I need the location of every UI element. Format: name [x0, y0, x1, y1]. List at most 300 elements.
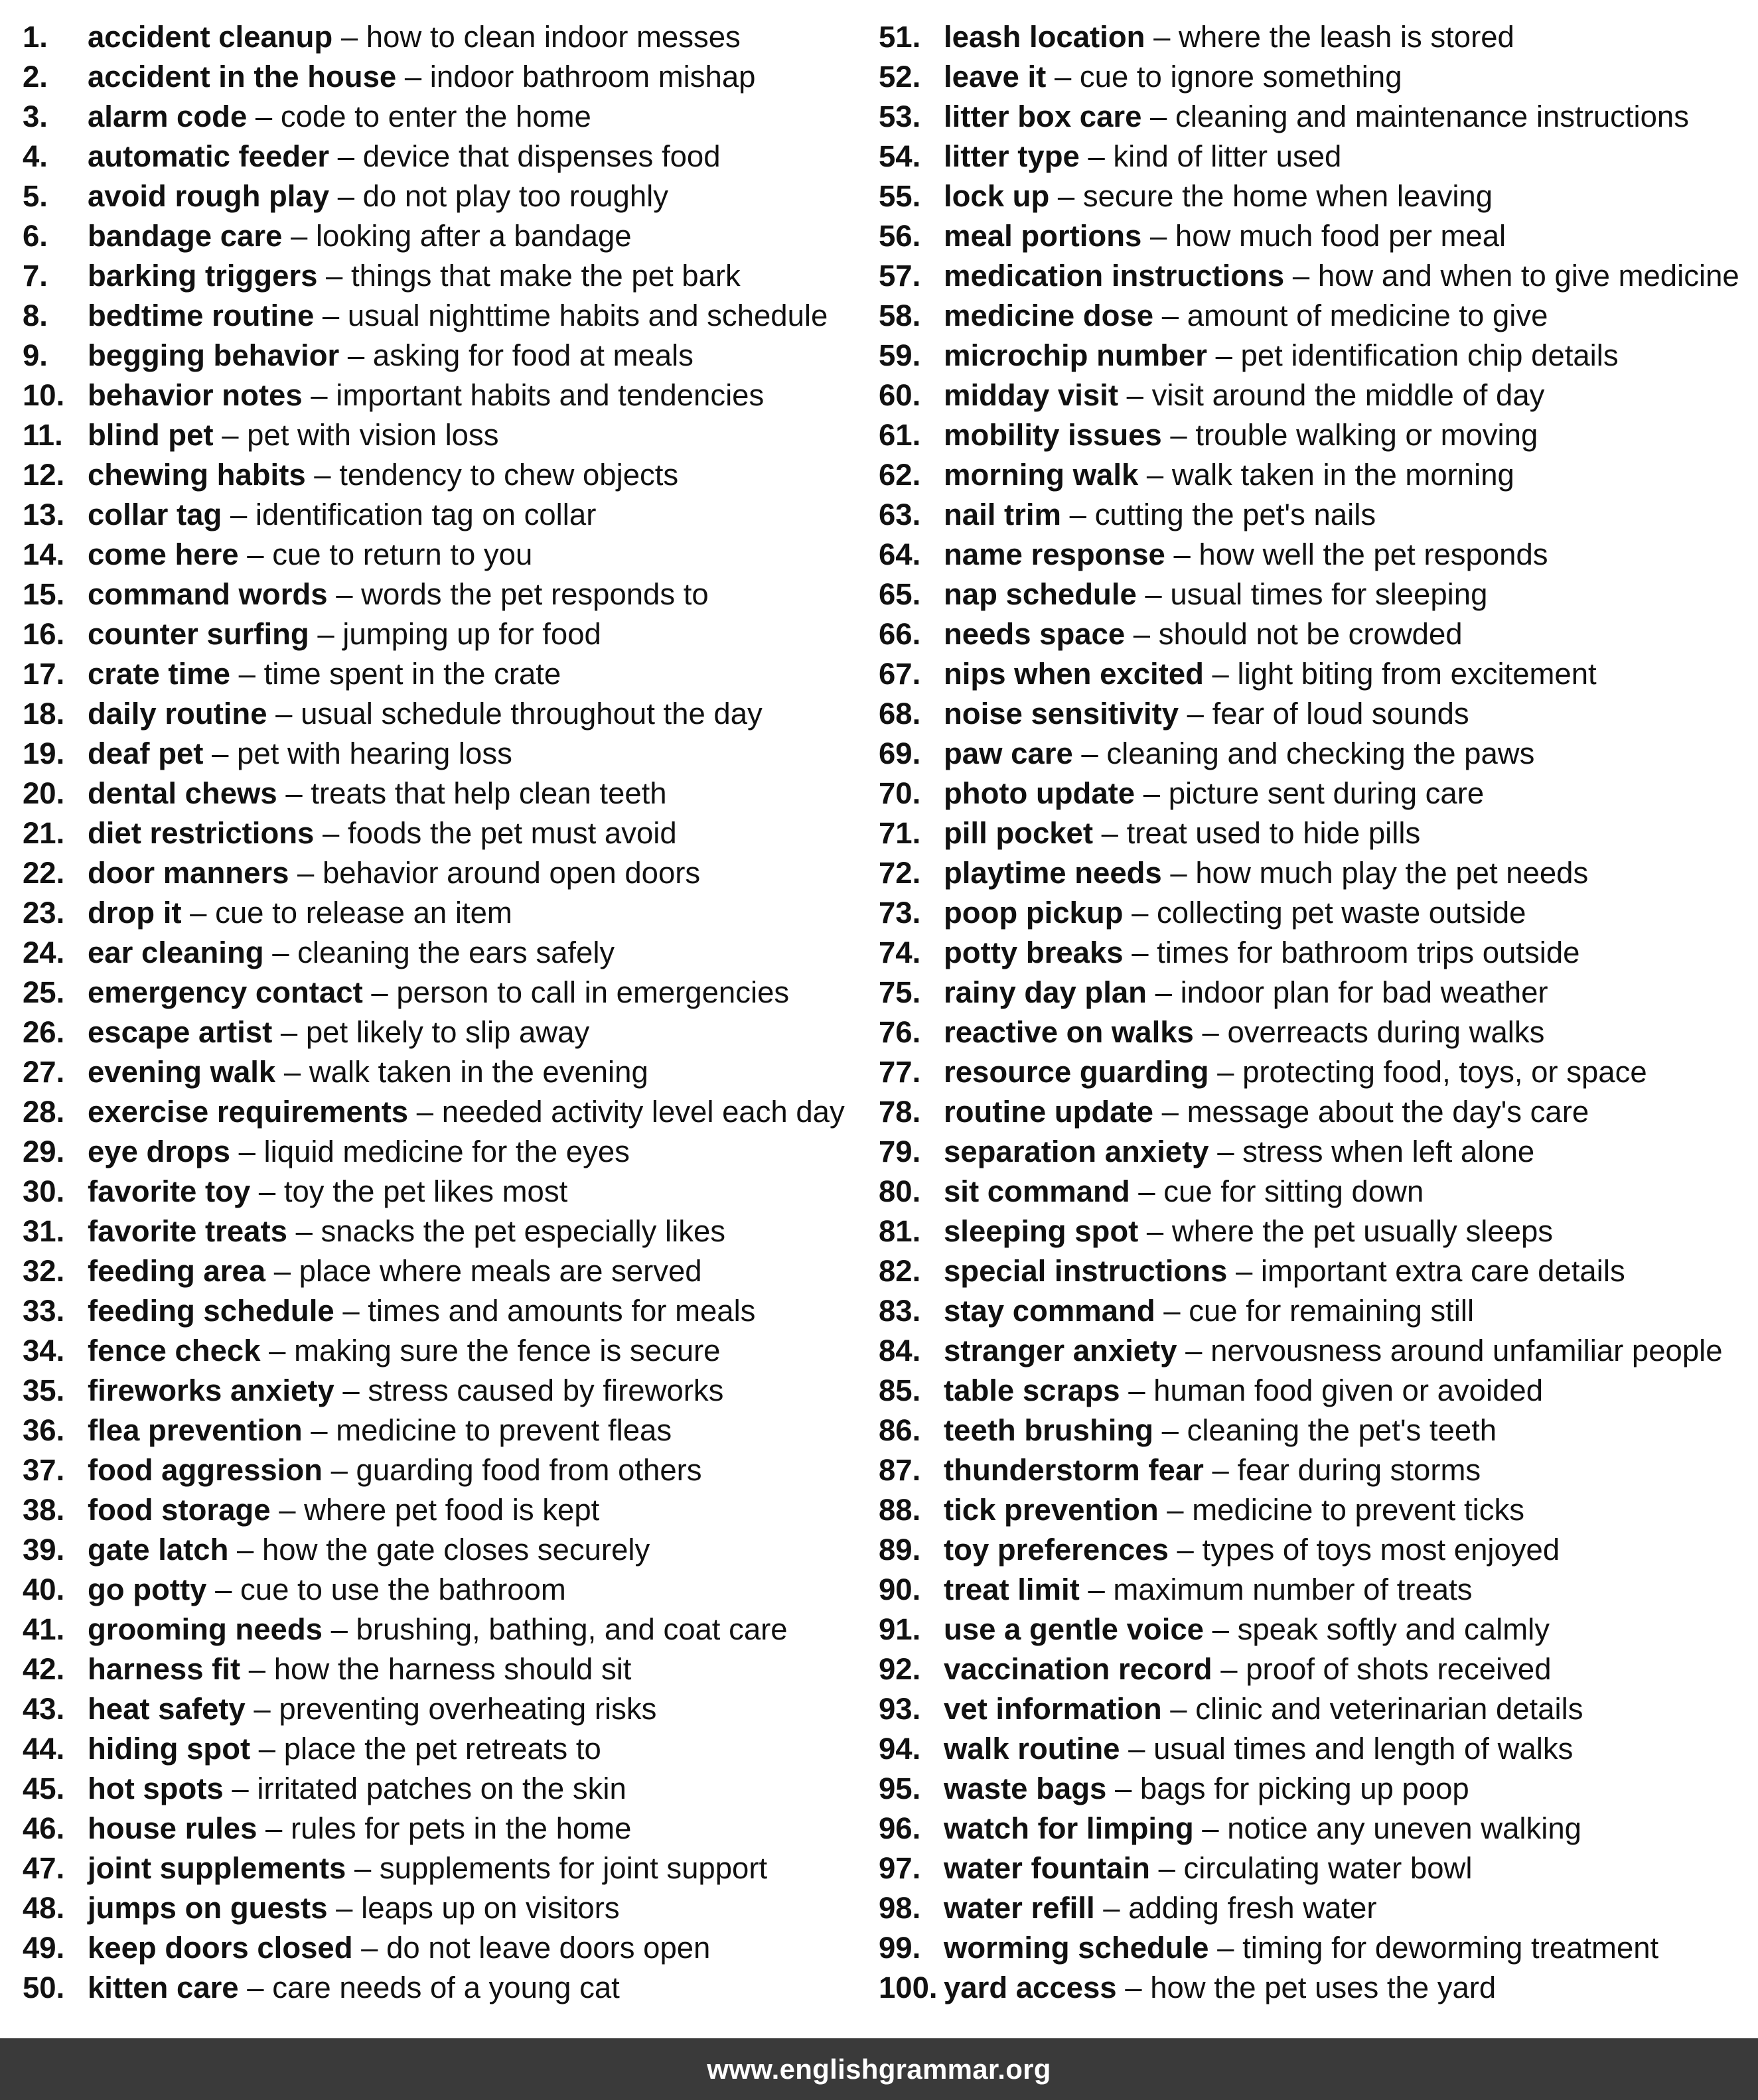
item-definition: identification tag on collar — [255, 498, 597, 531]
item-term: treat limit — [944, 1573, 1080, 1606]
item-definition: protecting food, toys, or space — [1242, 1055, 1647, 1089]
item-definition: cue to ignore something — [1079, 60, 1402, 94]
list-item: 17. crate time – time spent in the crate — [23, 654, 865, 694]
item-number: 92. — [879, 1652, 921, 1686]
item-term: favorite treats — [88, 1214, 287, 1248]
item-term: vet information — [944, 1692, 1162, 1726]
list-item: 58. medicine dose – amount of medicine to give — [879, 296, 1755, 336]
item-number: 56. — [879, 219, 921, 253]
item-number: 37. — [23, 1453, 65, 1487]
item-definition: pet likely to slip away — [305, 1015, 590, 1049]
list-item: 36. flea prevention – medicine to prevent fleas — [23, 1411, 865, 1450]
item-definition: fear of loud sounds — [1212, 697, 1469, 731]
item-number: 88. — [879, 1493, 921, 1527]
item-term: playtime needs — [944, 856, 1162, 890]
list-item: 70. photo update – picture sent during care — [879, 774, 1755, 813]
item-number: 70. — [879, 776, 921, 810]
list-item: 62. morning walk – walk taken in the morning — [879, 455, 1755, 495]
footer-bar — [0, 2038, 1758, 2100]
item-definition: asking for food at meals — [372, 338, 694, 372]
item-term: routine update — [944, 1095, 1153, 1129]
item-number: 96. — [879, 1811, 921, 1845]
item-number: 82. — [879, 1254, 921, 1288]
item-definition: cleaning and maintenance instructions — [1175, 100, 1689, 133]
item-definition: behavior around open doors — [323, 856, 701, 890]
item-term: name response — [944, 537, 1165, 571]
item-number: 57. — [879, 259, 921, 293]
item-term: separation anxiety — [944, 1135, 1209, 1168]
list-item: 77. resource guarding – protecting food, toys, or space — [879, 1052, 1755, 1092]
item-definition: walk taken in the evening — [309, 1055, 648, 1089]
list-item: 73. poop pickup – collecting pet waste outside — [879, 893, 1755, 933]
list-item: 90. treat limit – maximum number of treats — [879, 1570, 1755, 1610]
item-definition: proof of shots received — [1246, 1652, 1552, 1686]
item-term: fireworks anxiety — [88, 1373, 334, 1407]
item-definition: amount of medicine to give — [1187, 299, 1548, 332]
list-item: 52. leave it – cue to ignore something — [879, 57, 1755, 97]
item-number: 67. — [879, 657, 921, 691]
list-item: 5. avoid rough play – do not play too roughly — [23, 176, 865, 216]
item-term: sit command — [944, 1174, 1130, 1208]
item-term: behavior notes — [88, 378, 303, 412]
list-item: 89. toy preferences – types of toys most enjoyed — [879, 1530, 1755, 1570]
item-number: 95. — [879, 1772, 921, 1805]
list-item: 84. stranger anxiety – nervousness around unfamiliar people — [879, 1331, 1755, 1371]
item-definition: place where meals are served — [299, 1254, 702, 1288]
item-number: 89. — [879, 1533, 921, 1567]
item-term: tick prevention — [944, 1493, 1159, 1527]
item-term: grooming needs — [88, 1612, 323, 1646]
item-definition: stress when left alone — [1242, 1135, 1535, 1168]
item-term: noise sensitivity — [944, 697, 1179, 731]
item-term: waste bags — [944, 1772, 1107, 1805]
item-term: stay command — [944, 1294, 1155, 1328]
item-definition: brushing, bathing, and coat care — [356, 1612, 788, 1646]
item-number: 80. — [879, 1174, 921, 1208]
item-definition: guarding food from others — [356, 1453, 702, 1487]
item-term: blind pet — [88, 418, 214, 452]
item-term: ear cleaning — [88, 936, 264, 969]
item-term: nail trim — [944, 498, 1061, 531]
list-item: 40. go potty – cue to use the bathroom — [23, 1570, 865, 1610]
item-number: 63. — [879, 498, 921, 531]
item-definition: times for bathroom trips outside — [1157, 936, 1580, 969]
item-term: gate latch — [88, 1533, 229, 1567]
list-item: 88. tick prevention – medicine to prevent ticks — [879, 1490, 1755, 1530]
item-term: midday visit — [944, 378, 1118, 412]
list-item: 48. jumps on guests – leaps up on visitors — [23, 1888, 865, 1928]
list-item: 56. meal portions – how much food per meal — [879, 216, 1755, 256]
item-number: 93. — [879, 1692, 921, 1726]
item-number: 9. — [23, 338, 48, 372]
item-number: 22. — [23, 856, 65, 890]
item-definition: timing for deworming treatment — [1242, 1931, 1659, 1965]
item-number: 16. — [23, 617, 65, 651]
item-term: poop pickup — [944, 896, 1124, 930]
list-item: 60. midday visit – visit around the middle of day — [879, 376, 1755, 415]
list-item: 10. behavior notes – important habits and tendencies — [23, 376, 865, 415]
item-definition: human food given or avoided — [1153, 1373, 1544, 1407]
item-term: teeth brushing — [944, 1413, 1153, 1447]
item-term: resource guarding — [944, 1055, 1209, 1089]
item-term: jumps on guests — [88, 1891, 328, 1925]
item-term: command words — [88, 577, 328, 611]
list-item: 53. litter box care – cleaning and maintenance instructions — [879, 97, 1755, 137]
item-number: 13. — [23, 498, 65, 531]
item-term: come here — [88, 537, 239, 571]
item-term: medication instructions — [944, 259, 1285, 293]
item-term: food aggression — [88, 1453, 323, 1487]
item-term: barking triggers — [88, 259, 318, 293]
list-item: 47. joint supplements – supplements for joint support — [23, 1849, 865, 1888]
item-number: 27. — [23, 1055, 65, 1089]
list-item: 55. lock up – secure the home when leaving — [879, 176, 1755, 216]
item-number: 91. — [879, 1612, 921, 1646]
item-number: 17. — [23, 657, 65, 691]
list-item: 80. sit command – cue for sitting down — [879, 1172, 1755, 1212]
item-term: crate time — [88, 657, 230, 691]
item-number: 15. — [23, 577, 65, 611]
item-term: thunderstorm fear — [944, 1453, 1204, 1487]
list-item: 71. pill pocket – treat used to hide pills — [879, 813, 1755, 853]
list-item: 99. worming schedule – timing for deworming treatment — [879, 1928, 1755, 1968]
item-term: vaccination record — [944, 1652, 1212, 1686]
item-definition: picture sent during care — [1168, 776, 1485, 810]
item-term: worming schedule — [944, 1931, 1209, 1965]
item-definition: cue to release an item — [215, 896, 512, 930]
item-definition: preventing overheating risks — [279, 1692, 657, 1726]
item-term: potty breaks — [944, 936, 1124, 969]
list-item: 44. hiding spot – place the pet retreats to — [23, 1729, 865, 1769]
item-number: 64. — [879, 537, 921, 571]
item-number: 55. — [879, 179, 921, 213]
item-definition: toy the pet likes most — [283, 1174, 568, 1208]
item-number: 59. — [879, 338, 921, 372]
item-term: table scraps — [944, 1373, 1120, 1407]
item-number: 19. — [23, 736, 65, 770]
item-definition: cue for remaining still — [1189, 1294, 1475, 1328]
list-item: 64. name response – how well the pet responds — [879, 535, 1755, 575]
item-definition: words the pet responds to — [361, 577, 709, 611]
item-definition: times and amounts for meals — [368, 1294, 756, 1328]
item-number: 71. — [879, 816, 921, 850]
item-number: 30. — [23, 1174, 65, 1208]
list-item: 2. accident in the house – indoor bathroom mishap — [23, 57, 865, 97]
list-item: 49. keep doors closed – do not leave doors open — [23, 1928, 865, 1968]
item-number: 25. — [23, 975, 65, 1009]
list-column-left — [23, 17, 865, 2008]
item-term: avoid rough play — [88, 179, 330, 213]
item-definition: how and when to give medicine — [1317, 259, 1739, 293]
item-number: 26. — [23, 1015, 65, 1049]
item-number: 42. — [23, 1652, 65, 1686]
item-definition: needed activity level each day — [441, 1095, 845, 1129]
item-number: 100. — [879, 1971, 938, 2004]
list-item: 74. potty breaks – times for bathroom trips outside — [879, 933, 1755, 973]
item-definition: bags for picking up poop — [1139, 1772, 1469, 1805]
list-item: 82. special instructions – important extra care details — [879, 1251, 1755, 1291]
item-number: 54. — [879, 139, 921, 173]
item-definition: trouble walking or moving — [1195, 418, 1538, 452]
item-term: use a gentle voice — [944, 1612, 1204, 1646]
item-number: 6. — [23, 219, 48, 253]
item-definition: indoor plan for bad weather — [1180, 975, 1548, 1009]
item-number: 2. — [23, 60, 48, 94]
item-number: 18. — [23, 697, 65, 731]
footer-website-text: www.englishgrammar.org — [707, 2054, 1051, 2085]
item-number: 38. — [23, 1493, 65, 1527]
item-number: 98. — [879, 1891, 921, 1925]
list-item: 33. feeding schedule – times and amounts for meals — [23, 1291, 865, 1331]
list-item: 54. litter type – kind of litter used — [879, 137, 1755, 176]
list-item: 69. paw care – cleaning and checking the paws — [879, 734, 1755, 774]
item-definition: how the harness should sit — [273, 1652, 632, 1686]
item-number: 68. — [879, 697, 921, 731]
item-definition: tendency to chew objects — [339, 458, 679, 492]
item-definition: how well the pet responds — [1199, 537, 1548, 571]
item-number: 74. — [879, 936, 921, 969]
item-number: 65. — [879, 577, 921, 611]
item-number: 29. — [23, 1135, 65, 1168]
list-item: 7. barking triggers – things that make the pet bark — [23, 256, 865, 296]
list-item: 24. ear cleaning – cleaning the ears safely — [23, 933, 865, 973]
list-item: 68. noise sensitivity – fear of loud sounds — [879, 694, 1755, 734]
item-term: kitten care — [88, 1971, 239, 2004]
item-number: 20. — [23, 776, 65, 810]
item-number: 48. — [23, 1891, 65, 1925]
list-item: 11. blind pet – pet with vision loss — [23, 415, 865, 455]
list-item: 34. fence check – making sure the fence is secure — [23, 1331, 865, 1371]
item-definition: care needs of a young cat — [272, 1971, 620, 2004]
list-item: 37. food aggression – guarding food from others — [23, 1450, 865, 1490]
item-definition: walk taken in the morning — [1171, 458, 1514, 492]
item-term: door manners — [88, 856, 289, 890]
item-definition: cleaning and checking the paws — [1106, 736, 1535, 770]
item-number: 85. — [879, 1373, 921, 1407]
item-term: special instructions — [944, 1254, 1228, 1288]
list-item: 1. accident cleanup – how to clean indoor messes — [23, 17, 865, 57]
item-term: fence check — [88, 1334, 261, 1367]
list-item: 46. house rules – rules for pets in the home — [23, 1809, 865, 1849]
item-number: 75. — [879, 975, 921, 1009]
item-number: 60. — [879, 378, 921, 412]
item-definition: how the pet uses the yard — [1150, 1971, 1497, 2004]
item-term: litter type — [944, 139, 1080, 173]
item-number: 28. — [23, 1095, 65, 1129]
item-definition: how to clean indoor messes — [366, 20, 741, 54]
item-term: leave it — [944, 60, 1047, 94]
item-term: deaf pet — [88, 736, 204, 770]
list-item: 4. automatic feeder – device that dispenses food — [23, 137, 865, 176]
item-number: 61. — [879, 418, 921, 452]
item-definition: cue to return to you — [272, 537, 533, 571]
item-term: leash location — [944, 20, 1145, 54]
list-item: 8. bedtime routine – usual nighttime habits and schedule — [23, 296, 865, 336]
item-number: 84. — [879, 1334, 921, 1367]
item-number: 77. — [879, 1055, 921, 1089]
list-item: 93. vet information – clinic and veterinarian details — [879, 1689, 1755, 1729]
list-item: 57. medication instructions – how and when to give medicine — [879, 256, 1755, 296]
item-definition: notice any uneven walking — [1227, 1811, 1581, 1845]
list-item: 3. alarm code – code to enter the home — [23, 97, 865, 137]
item-term: morning walk — [944, 458, 1139, 492]
list-item: 20. dental chews – treats that help clean teeth — [23, 774, 865, 813]
item-term: chewing habits — [88, 458, 306, 492]
item-definition: overreacts during walks — [1227, 1015, 1545, 1049]
item-number: 33. — [23, 1294, 65, 1328]
list-item: 92. vaccination record – proof of shots received — [879, 1649, 1755, 1689]
item-number: 99. — [879, 1931, 921, 1965]
list-item: 6. bandage care – looking after a bandage — [23, 216, 865, 256]
item-definition: visit around the middle of day — [1151, 378, 1545, 412]
item-number: 78. — [879, 1095, 921, 1129]
list-item: 15. command words – words the pet responds to — [23, 575, 865, 614]
item-number: 76. — [879, 1015, 921, 1049]
item-number: 45. — [23, 1772, 65, 1805]
item-number: 81. — [879, 1214, 921, 1248]
item-definition: collecting pet waste outside — [1157, 896, 1526, 930]
item-definition: foods the pet must avoid — [347, 816, 677, 850]
list-item: 19. deaf pet – pet with hearing loss — [23, 734, 865, 774]
item-definition: usual times and length of walks — [1153, 1732, 1574, 1766]
item-definition: kind of litter used — [1113, 139, 1342, 173]
item-term: bedtime routine — [88, 299, 315, 332]
list-item: 87. thunderstorm fear – fear during storms — [879, 1450, 1755, 1490]
item-number: 87. — [879, 1453, 921, 1487]
item-definition: snacks the pet especially likes — [321, 1214, 726, 1248]
item-term: diet restrictions — [88, 816, 315, 850]
list-item: 28. exercise requirements – needed activity level each day — [23, 1092, 865, 1132]
list-item: 85. table scraps – human food given or avoided — [879, 1371, 1755, 1411]
item-definition: usual nighttime habits and schedule — [347, 299, 828, 332]
item-number: 24. — [23, 936, 65, 969]
item-number: 62. — [879, 458, 921, 492]
item-term: litter box care — [944, 100, 1142, 133]
item-term: alarm code — [88, 100, 248, 133]
item-number: 31. — [23, 1214, 65, 1248]
list-item: 23. drop it – cue to release an item — [23, 893, 865, 933]
list-item: 39. gate latch – how the gate closes securely — [23, 1530, 865, 1570]
item-term: medicine dose — [944, 299, 1154, 332]
item-number: 72. — [879, 856, 921, 890]
item-term: daily routine — [88, 697, 267, 731]
list-item: 31. favorite treats – snacks the pet especially likes — [23, 1212, 865, 1251]
list-item: 81. sleeping spot – where the pet usually sleeps — [879, 1212, 1755, 1251]
list-item: 100. yard access – how the pet uses the yard — [879, 1968, 1755, 2008]
item-definition: important habits and tendencies — [336, 378, 765, 412]
list-item: 83. stay command – cue for remaining still — [879, 1291, 1755, 1331]
item-term: paw care — [944, 736, 1073, 770]
item-definition: where the pet usually sleeps — [1171, 1214, 1554, 1248]
list-item: 29. eye drops – liquid medicine for the eyes — [23, 1132, 865, 1172]
vocabulary-list — [23, 17, 1748, 2004]
item-term: eye drops — [88, 1135, 230, 1168]
item-number: 10. — [23, 378, 65, 412]
item-definition: time spent in the crate — [263, 657, 561, 691]
item-definition: message about the day's care — [1187, 1095, 1589, 1129]
item-definition: code to enter the home — [280, 100, 591, 133]
list-item: 51. leash location – where the leash is stored — [879, 17, 1755, 57]
list-item: 45. hot spots – irritated patches on the skin — [23, 1769, 865, 1809]
list-item: 21. diet restrictions – foods the pet must avoid — [23, 813, 865, 853]
item-term: needs space — [944, 617, 1126, 651]
item-number: 46. — [23, 1811, 65, 1845]
item-number: 51. — [879, 20, 921, 54]
item-term: dental chews — [88, 776, 277, 810]
item-number: 4. — [23, 139, 48, 173]
list-item: 59. microchip number – pet identification chip details — [879, 336, 1755, 376]
item-definition: maximum number of treats — [1113, 1573, 1473, 1606]
item-definition: clinic and veterinarian details — [1195, 1692, 1583, 1726]
list-item: 14. come here – cue to return to you — [23, 535, 865, 575]
item-term: collar tag — [88, 498, 222, 531]
item-number: 79. — [879, 1135, 921, 1168]
list-item: 78. routine update – message about the day's care — [879, 1092, 1755, 1132]
item-number: 1. — [23, 20, 48, 54]
item-term: flea prevention — [88, 1413, 303, 1447]
item-definition: cue for sitting down — [1163, 1174, 1424, 1208]
item-term: reactive on walks — [944, 1015, 1194, 1049]
item-number: 23. — [23, 896, 65, 930]
item-number: 41. — [23, 1612, 65, 1646]
list-column-right — [879, 17, 1755, 2008]
item-term: sleeping spot — [944, 1214, 1139, 1248]
item-definition: irritated patches on the skin — [257, 1772, 626, 1805]
item-definition: do not leave doors open — [386, 1931, 711, 1965]
item-term: bandage care — [88, 219, 283, 253]
list-item: 38. food storage – where pet food is kept — [23, 1490, 865, 1530]
item-term: begging behavior — [88, 338, 340, 372]
item-term: water refill — [944, 1891, 1095, 1925]
item-term: microchip number — [944, 338, 1207, 372]
item-number: 35. — [23, 1373, 65, 1407]
list-item: 30. favorite toy – toy the pet likes most — [23, 1172, 865, 1212]
item-number: 83. — [879, 1294, 921, 1328]
item-number: 39. — [23, 1533, 65, 1567]
item-number: 69. — [879, 736, 921, 770]
list-item: 16. counter surfing – jumping up for food — [23, 614, 865, 654]
list-item: 98. water refill – adding fresh water — [879, 1888, 1755, 1928]
list-item: 75. rainy day plan – indoor plan for bad weather — [879, 973, 1755, 1013]
list-item: 13. collar tag – identification tag on collar — [23, 495, 865, 535]
item-definition: place the pet retreats to — [283, 1732, 601, 1766]
item-definition: do not play too roughly — [362, 179, 669, 213]
list-item: 63. nail trim – cutting the pet's nails — [879, 495, 1755, 535]
item-term: house rules — [88, 1811, 257, 1845]
item-definition: secure the home when leaving — [1082, 179, 1493, 213]
item-definition: usual schedule throughout the day — [301, 697, 763, 731]
item-definition: person to call in emergencies — [396, 975, 790, 1009]
list-item: 95. waste bags – bags for picking up poop — [879, 1769, 1755, 1809]
item-definition: how the gate closes securely — [262, 1533, 650, 1567]
list-item: 96. watch for limping – notice any uneven walking — [879, 1809, 1755, 1849]
item-definition: leaps up on visitors — [361, 1891, 620, 1925]
item-definition: fear during storms — [1237, 1453, 1481, 1487]
item-definition: medicine to prevent ticks — [1192, 1493, 1524, 1527]
item-definition: making sure the fence is secure — [294, 1334, 721, 1367]
item-definition: treat used to hide pills — [1126, 816, 1421, 850]
item-definition: usual times for sleeping — [1170, 577, 1488, 611]
item-term: food storage — [88, 1493, 271, 1527]
item-number: 66. — [879, 617, 921, 651]
item-number: 12. — [23, 458, 65, 492]
item-term: keep doors closed — [88, 1931, 353, 1965]
list-item: 35. fireworks anxiety – stress caused by fireworks — [23, 1371, 865, 1411]
item-number: 7. — [23, 259, 48, 293]
item-definition: pet with hearing loss — [237, 736, 512, 770]
item-term: drop it — [88, 896, 182, 930]
list-item: 42. harness fit – how the harness should sit — [23, 1649, 865, 1689]
